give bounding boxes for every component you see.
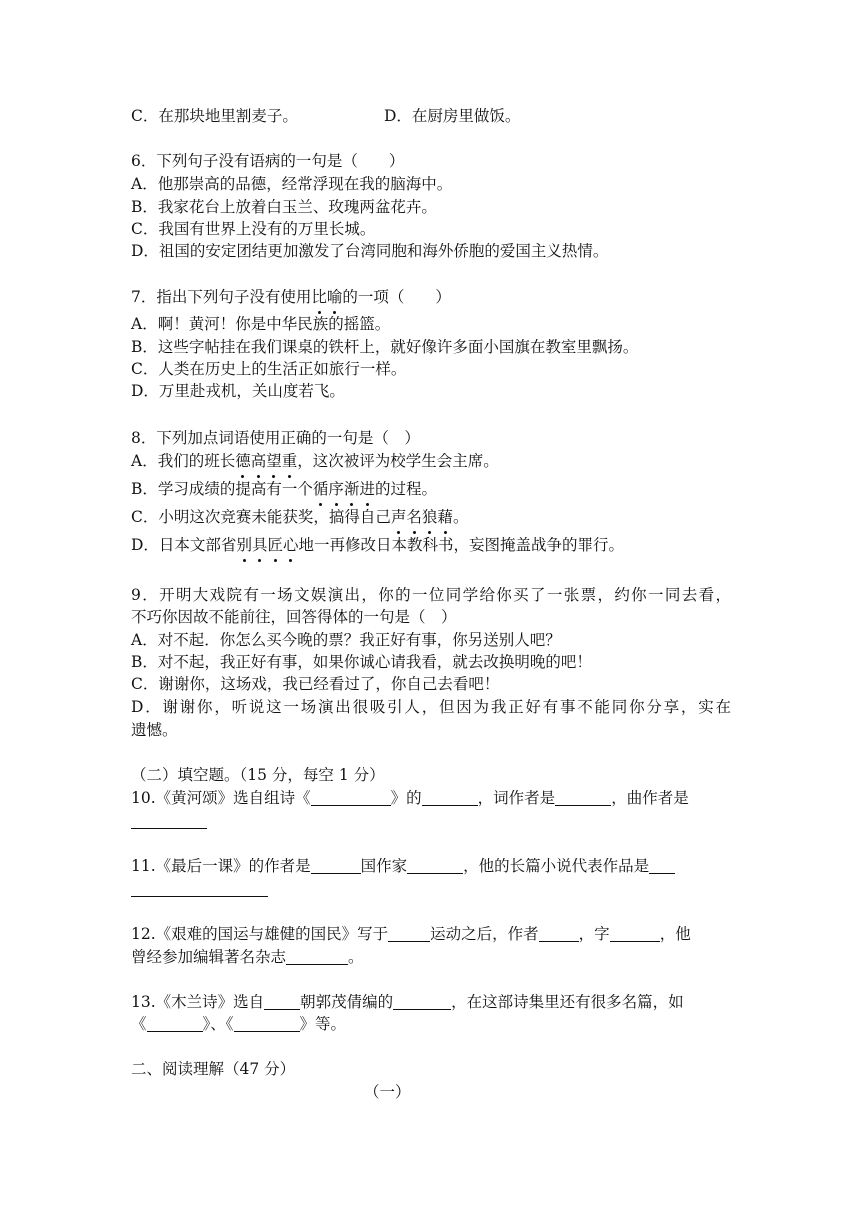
q7-dotted-char: 比 xyxy=(311,288,327,306)
q6-option-a: A．他那崇高的品德，经常浮现在我的脑海中。 xyxy=(131,175,453,193)
q7-stem-post: 的一项（ ） xyxy=(342,288,451,306)
q13-text-2: 朝郭茂倩编的 xyxy=(300,993,394,1011)
q12-blank-1[interactable] xyxy=(388,925,430,942)
q13-text-3: ，在这部诗集里还有很多名篇，如 xyxy=(451,993,684,1011)
q12-text-6: 。 xyxy=(348,948,364,966)
q13-text-5: 》、《 xyxy=(202,1015,234,1033)
q10-text-3: ，词作者是 xyxy=(477,789,556,807)
q13-blank-2[interactable] xyxy=(393,993,451,1010)
q5-option-c: C．在那块地里割麦子。 xyxy=(131,107,298,125)
q10-text-2: 》的 xyxy=(390,789,422,807)
q7-emphasis-word xyxy=(311,288,342,306)
q6-stem: 6．下列句子没有语病的一句是（ ） xyxy=(131,152,405,170)
q13-blank-1[interactable] xyxy=(264,993,300,1010)
q5-option-d: D．在厨房里做饭。 xyxy=(384,107,521,125)
q8-option-d-post: 地一再修改日本教科书，妄图掩盖战争的罪行。 xyxy=(298,536,625,554)
section-reading-heading: 二、阅读理解（47 分） xyxy=(131,1060,296,1078)
q10-blank-1[interactable] xyxy=(311,789,391,806)
q11-blank-3[interactable] xyxy=(649,857,675,874)
q12-line2 xyxy=(131,946,731,968)
q8-option-c-post: 。 xyxy=(452,508,469,526)
q11-line2 xyxy=(131,878,731,900)
q12-text-1: 12.《艰难的国运与雄健的国民》写于 xyxy=(131,925,389,943)
emphasis-dot-char: 重 xyxy=(281,452,298,470)
q12-blank-2[interactable] xyxy=(539,925,579,942)
q8-option-b xyxy=(131,478,731,500)
q11-text-1: 11.《最后一课》的作者是 xyxy=(131,857,311,875)
q7-dotted-char: 喻 xyxy=(326,288,343,306)
q12-blank-4[interactable] xyxy=(286,948,348,965)
emphasis-dot-char: 循 xyxy=(312,480,329,498)
q12-text-5: 曾经参加编辑著名杂志 xyxy=(131,948,287,966)
q13-blank-3[interactable] xyxy=(147,1015,203,1032)
emphasis-dot-char: 进 xyxy=(359,480,375,498)
q8-option-d-dotted xyxy=(236,536,298,554)
q12-text-2: 运动之后，作者 xyxy=(430,925,539,943)
q8-option-d-pre: D．日本文部省 xyxy=(131,536,237,554)
reading-part-label: （一） xyxy=(364,1083,411,1101)
q11-blank-2[interactable] xyxy=(407,857,463,874)
q13 xyxy=(131,991,731,1013)
emphasis-dot-char: 匠 xyxy=(267,536,283,554)
q13-blank-4[interactable] xyxy=(234,1015,300,1032)
q10-text-4: ，曲作者是 xyxy=(611,789,689,807)
q12-blank-3[interactable] xyxy=(610,925,660,942)
q8-option-c-dotted xyxy=(391,508,453,526)
q13-text-1: 13.《木兰诗》选自 xyxy=(131,993,265,1011)
q6-option-c: C．我国有世界上没有的万里长城。 xyxy=(131,220,376,238)
emphasis-dot-char: 别 xyxy=(236,536,252,554)
q8-option-b-post: 的过程。 xyxy=(374,480,437,498)
emphasis-dot-char: 狼 xyxy=(421,508,438,526)
q8-stem: 8．下列加点词语使用正确的一句是（ ） xyxy=(131,429,420,447)
q9-option-a: A．对不起．你怎么买今晚的票？我正好有事，你另送别人吧？ xyxy=(131,631,561,649)
q7-option-a: A．啊！黄河！你是中华民族的摇篮。 xyxy=(131,315,391,333)
q13-line2 xyxy=(131,1013,731,1035)
q9-stem-line1: 9．开明大戏院有一场文娱演出，你的一位同学给你买了一张票，约你一同去看， xyxy=(131,586,731,604)
emphasis-dot-char: 德 xyxy=(235,452,251,470)
emphasis-dot-char: 具 xyxy=(251,536,268,554)
emphasis-dot-char: 藉 xyxy=(437,508,453,526)
q12-text-3: ，字 xyxy=(578,925,610,943)
q8-option-c xyxy=(131,506,731,528)
q8-option-b-dotted xyxy=(313,480,375,498)
q10-line2 xyxy=(131,810,731,832)
emphasis-dot-char: 望 xyxy=(266,452,282,470)
q5-options-cd xyxy=(131,105,731,127)
q11-blank-1[interactable] xyxy=(311,857,361,874)
q8-option-b-pre: B．学习成绩的提高有一个 xyxy=(131,480,313,498)
emphasis-dot-char: 名 xyxy=(406,508,422,526)
q11 xyxy=(131,855,731,877)
q6-option-b: B．我家花台上放着白玉兰、玫瑰两盆花卉。 xyxy=(131,198,437,216)
q12-text-4: ，他 xyxy=(659,925,691,943)
q9-option-d: D．谢谢你，听说这一场演出很吸引人，但因为我正好有事不能同你分享，实在 xyxy=(131,698,731,716)
q9-option-d-tail: 遗憾。 xyxy=(131,721,178,739)
q8-option-c-pre: C．小明这次竞赛未能获奖，搞得自己 xyxy=(131,508,391,526)
emphasis-dot-char: 渐 xyxy=(343,480,360,498)
emphasis-dot-char: 心 xyxy=(282,536,299,554)
emphasis-dot-char: 高 xyxy=(250,452,267,470)
q7-option-c: C．人类在历史上的生活正如旅行一样。 xyxy=(131,360,407,378)
q9-stem-line2: 不巧你因故不能前往，回答得体的一句是（ ） xyxy=(131,608,457,626)
emphasis-dot-char: 声 xyxy=(390,508,407,526)
q11-blank-3-cont[interactable] xyxy=(131,880,268,897)
q9-option-b: B．对不起，我正好有事，如果你诚心请我看，就去改换明晚的吧！ xyxy=(131,653,592,671)
q8-option-a-dotted xyxy=(235,452,297,470)
section-fill-heading: （二）填空题。（15 分，每空 1 分） xyxy=(131,766,385,784)
emphasis-dot-char: 序 xyxy=(328,480,344,498)
q12 xyxy=(131,923,731,945)
q10-blank-3[interactable] xyxy=(555,789,611,806)
q10-text-1: 10.《黄河颂》选自组诗《 xyxy=(131,789,311,807)
q13-text-4: 《 xyxy=(131,1015,147,1033)
q8-option-a-pre: A．我们的班长 xyxy=(131,452,236,470)
q7-option-d: D．万里赴戎机，关山度若飞。 xyxy=(131,382,345,400)
q11-text-3: ，他的长篇小说代表作品是 xyxy=(463,857,650,875)
q6-option-d: D．祖国的安定团结更加激发了台湾同胞和海外侨胞的爱国主义热情。 xyxy=(131,242,609,260)
q13-text-6: 》等。 xyxy=(299,1015,347,1033)
q9-option-c: C．谢谢你，这场戏，我已经看过了，你自己去看吧！ xyxy=(131,675,500,693)
q10-blank-2[interactable] xyxy=(422,789,478,806)
q8-option-a-post: ，这次被评为校学生会主席。 xyxy=(297,452,499,470)
q8-option-a xyxy=(131,450,731,472)
q8-option-d xyxy=(131,534,731,556)
q7-option-b: B．这些字帖挂在我们课桌的铁杆上，就好像许多面小国旗在教室里飘扬。 xyxy=(131,338,639,356)
q10 xyxy=(131,787,731,809)
q7-stem-pre: 7．指出下列句子没有使用 xyxy=(131,288,312,306)
q11-text-2: 国作家 xyxy=(360,857,408,875)
q7-stem xyxy=(131,286,731,308)
q10-blank-4[interactable] xyxy=(131,812,207,829)
